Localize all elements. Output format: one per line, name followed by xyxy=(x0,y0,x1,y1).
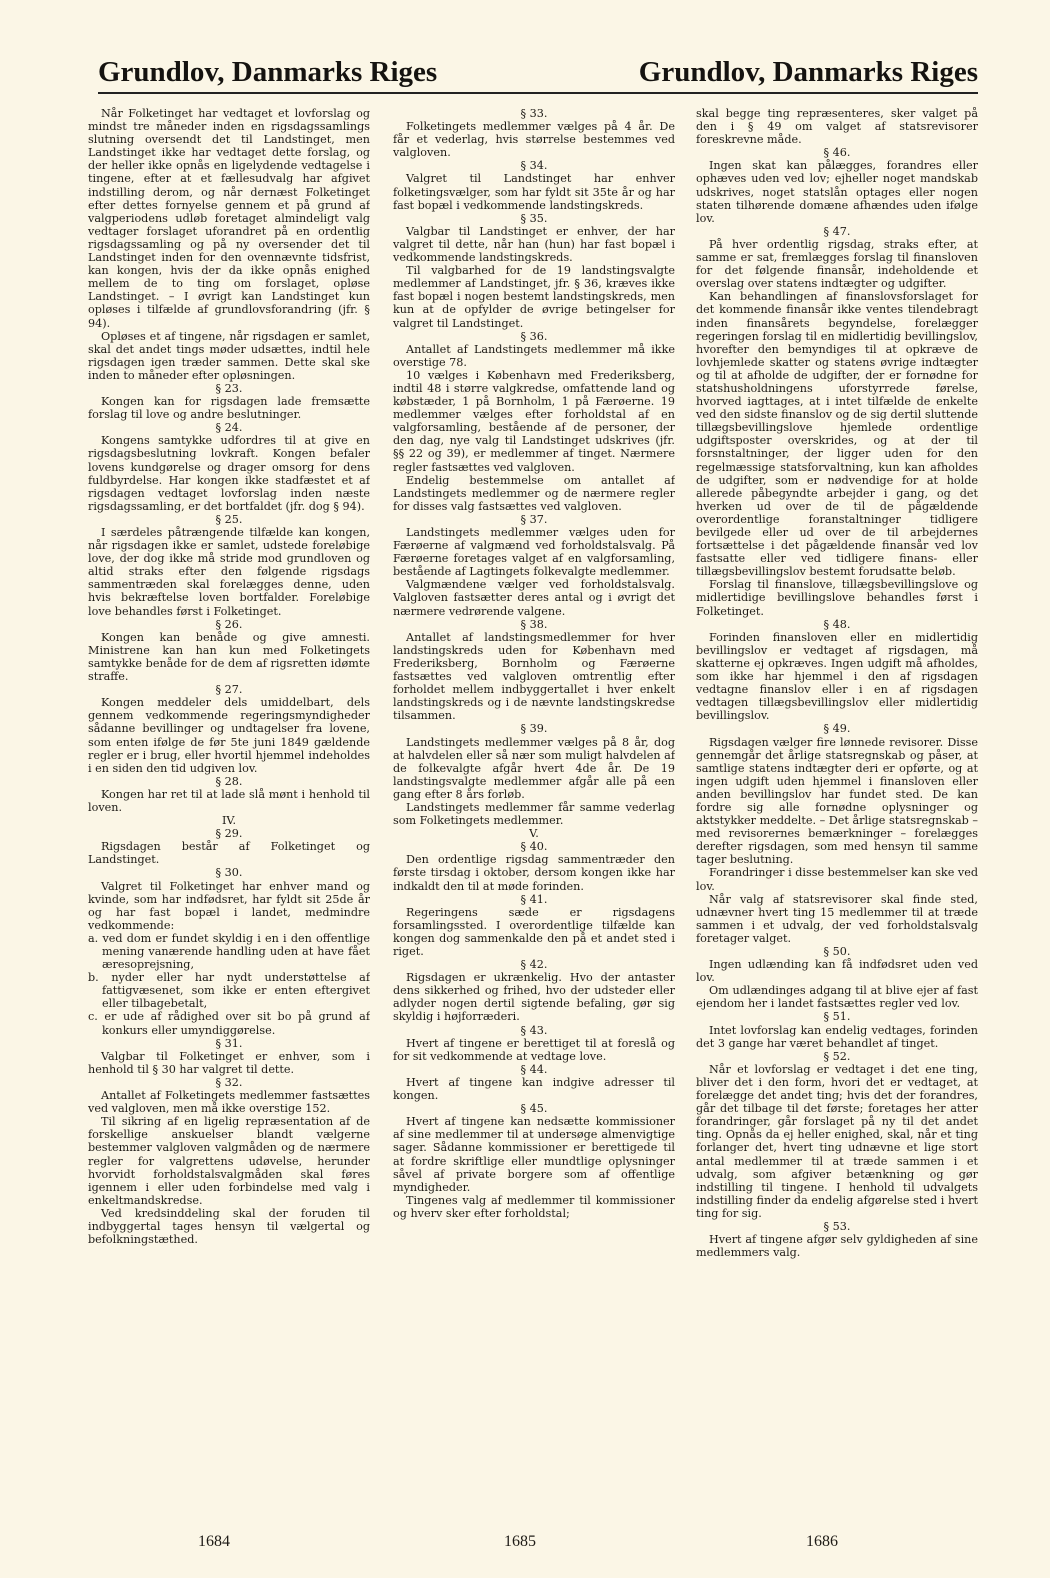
text-column-2 xyxy=(393,107,675,1519)
section-heading: § 31. xyxy=(215,1036,243,1050)
body-paragraph: 10 vælges i København med Frederiksberg, indtil 48 i større valgkredse, omfattende land og købstæder, 1 på Bornholm, 1 på Færøerne. 19 medlemmer vælges efter forholdstal af en valgforsamling, bestående af de personer, der den dag, nye valg til Landstinget udskrives (jfr. §§ 22 og 39), er medlemmer af tinget. Nærmere regler fastsættes ved valgloven. xyxy=(393,368,675,474)
page-number-1685: 1685 xyxy=(504,1533,536,1550)
list-item: a. ved dom er fundet skyldig i en i den offentlige mening vanærende handling uden at have fået æresoprejsning, xyxy=(88,931,370,972)
section-heading: § 39. xyxy=(520,722,548,736)
body-paragraph: Tingenes valg af medlemmer til kommissioner og hverv sker efter forholdstal; xyxy=(393,1193,675,1220)
section-heading: § 38. xyxy=(520,617,548,631)
list-item: c. er ude af rådighed over sit bo på grund af konkurs eller umyndiggørelse. xyxy=(88,1010,370,1037)
body-paragraph: Antallet af landstingsmedlemmer for hver landstingskreds uden for København med Frederiksberg, Bornholm og Færøerne fastsættes ved valgloven omtrentlig efter forholdet mellem indbyggertallet i hver enkelt landstingskreds og i de nævnte landstingskredse tilsammen. xyxy=(393,630,675,723)
header-title-right: Grundlov, Danmarks Riges xyxy=(638,56,978,88)
section-heading: § 53. xyxy=(823,1219,851,1233)
page-number-1686: 1686 xyxy=(806,1533,838,1550)
section-heading: § 46. xyxy=(823,146,851,160)
section-heading: § 29. xyxy=(215,827,243,841)
body-paragraph: Rigsdagen er ukrænkelig. Hvo der antaster dens sikkerhed og frihed, hvo der udsteder eller adlyder nogen dertil sigtende befaling, gør sig skyldig i højforræderi. xyxy=(393,971,675,1024)
body-paragraph: Rigsdagen vælger fire lønnede revisorer. Disse gennemgår det årlige statsregnskab og påser, at samtlige statens indtægter deri er opførte, og at ingen udgift uden hjemmel i finansloven eller anden bevillingslov har fundet sted. De kan fordre sig alle fornødne oplysninger og aktstykker meddelte. – Det årlige statsregnskab – med revisorernes bemærkninger – forelægges derefter rigsdagen, som med hensyn til samme tager beslutning. xyxy=(696,735,978,867)
body-paragraph: Forinden finansloven eller en midlertidig bevillingslov er vedtaget af rigsdagen, må skatterne ej opkræves. Ingen udgift må afholdes, som ikke har hjemmel i den af rigsdagen vedtagne finanslov eller i en af rigsdagen vedtagen tillægsbevillingslov eller midlertidig bevillingslov. xyxy=(696,630,978,723)
body-paragraph: Kongens samtykke udfordres til at give en rigsdagsbeslutning lovkraft. Kongen befaler lovens kundgørelse og drager omsorg for dens fuldbyrdelse. Har kongen ikke stadfæstet et af rigsdagen vedtaget lovforslag inden næste rigsdagssamling, er det bortfaldet (jfr. dog § 94). xyxy=(88,434,370,513)
body-paragraph: Valgmændene vælger ved forholdstalsvalg. Valgloven fastsætter deres antal og i øvrigt det nærmere vedrørende valgene. xyxy=(393,578,675,618)
section-heading: § 49. xyxy=(823,722,851,736)
body-paragraph: Antallet af Folketingets medlemmer fastsættes ved valgloven, men må ikke overstige 152. xyxy=(88,1089,370,1116)
section-heading: § 45. xyxy=(520,1102,548,1116)
body-paragraph: Om udlændinges adgang til at blive ejer af fast ejendom her i landet fastsættes regler ved lov. xyxy=(696,984,978,1011)
body-paragraph: Valgret til Landstinget har enhver folketingsvælger, som har fyldt sit 35te år og har fast bopæl i vedkommende landstingskreds. xyxy=(393,172,675,212)
body-paragraph: Når valg af statsrevisorer skal finde sted, udnævner hvert ting 15 medlemmer til at træde sammen i et udvalg, der ved forholdstalsvalg foretager valget. xyxy=(696,892,978,945)
section-heading: § 32. xyxy=(215,1075,243,1089)
body-paragraph: Kongen meddeler dels umiddelbart, dels gennem vedkommende regeringsmyndigheder sådanne bevillinger og undtagelser fra lovene, som enten ifølge de før 5te juni 1849 gældende regler er i brug, eller hvortil hjemmel indeholdes i en siden den tid udgiven lov. xyxy=(88,696,370,775)
section-heading: § 34. xyxy=(520,159,548,173)
body-paragraph: Folketingets medlemmer vælges på 4 år. De får et vederlag, hvis størrelse bestemmes ved valgloven. xyxy=(393,120,675,160)
section-heading: § 50. xyxy=(823,945,851,958)
body-paragraph: Når et lovforslag er vedtaget i det ene ting, bliver det i den form, hvori det er vedtaget, at forelægge det andet ting; hvis det der forandres, går det tilbage til det første; foretages her atter forandringer, går forslaget på ny til det andet ting. Opnås da ej heller enighed, skal, når et ting forlanger det, hvert ting udnævne et lige stort antal medlemmer til at træde sammen i et udvalg, som afgiver betænkning og gør indstilling til tingene. I henhold til udvalgets indstilling finder da endelig afgørelse sted i hvert ting for sig. xyxy=(696,1062,978,1220)
section-heading: § 35. xyxy=(520,211,548,225)
section-heading: § 36. xyxy=(520,329,548,343)
header-title-left: Grundlov, Danmarks Riges xyxy=(98,56,438,88)
body-paragraph: Til valgbarhed for de 19 landstingsvalgte medlemmer af Landstinget, jfr. § 36, kræves ikke fast bopæl i nogen bestemt landstingskreds, men kun at de opfylder de øvrige betingelser for valgret til Landstinget. xyxy=(393,264,675,330)
body-paragraph: Forandringer i disse bestemmelser kan ske ved lov. xyxy=(696,866,978,893)
section-heading: § 48. xyxy=(823,617,851,631)
body-paragraph: Opløses et af tingene, når rigsdagen er samlet, skal det andet tings møder udsættes, indtil hele rigsdagen igen træder sammen. Dette skal ske inden to måneder efter opløsningen. xyxy=(88,329,370,382)
section-heading: § 23. xyxy=(215,381,243,395)
section-heading: § 27. xyxy=(215,683,243,697)
body-paragraph: I særdeles påtrængende tilfælde kan kongen, når rigsdagen ikke er samlet, udstede foreløbige love, der dog ikke må stride mod grundloven og altid straks efter den følgende rigsdags sammentræden skal forelægges denne, uden hvis bekræftelse loven bortfalder. Foreløbige love behandles først i Folketinget. xyxy=(88,526,370,618)
section-heading: § 42. xyxy=(520,958,548,972)
body-paragraph: Hvert af tingene er berettiget til at foreslå og for sit vedkommende at vedtage love. xyxy=(393,1036,675,1063)
body-paragraph: skal begge ting repræsenteres, sker valget på den i § 49 om valget af statsrevisorer foreskrevne måde. xyxy=(696,107,978,147)
section-heading: § 26. xyxy=(215,617,243,631)
body-paragraph: Den ordentlige rigsdag sammentræder den første tirsdag i oktober, dersom kongen ikke har indkaldt den til at møde forinden. xyxy=(393,853,675,893)
body-paragraph: Når Folketinget har vedtaget et lovforslag og mindst tre måneder inden en rigsdagssamlings slutning oversendt det til Landstinget, men Landstinget ikke har vedtaget dette forslag, og der heller ikke opnås en ligelydende vedtagelse i tingene, efter at et fællesudvalg har afgivet indstilling derom, og når dernæst Folketinget efter dettes fornyelse gennem et på grund af valgperiodens udløb foretaget almindeligt valg vedtager forslaget uforandret på en ordentlig rigsdagssamling og på ny oversender det til Landstinget inden for den ovennævnte tidsfrist, kan kongen, hvis der da ikke opnås enighed mellem de to ting om forslaget, opløse Landstinget. – I øvrigt kan Landstinget kun opløses i tilfælde af grundlovsforandring (jfr. § 94). xyxy=(88,107,370,330)
body-paragraph: Ingen skat kan pålægges, forandres eller ophæves uden ved lov; ejheller noget mandskab udskrives, noget statslån optages eller nogen staten tilhørende domæne afhændes uden ifølge lov. xyxy=(696,159,978,225)
body-paragraph: Rigsdagen består af Folketinget og Landstinget. xyxy=(88,840,370,867)
section-heading: V. xyxy=(529,827,539,841)
body-paragraph: Forslag til finanslove, tillægsbevillingslove og midlertidige bevillingslove behandles først i Folketinget. xyxy=(696,578,978,618)
body-paragraph: Ingen udlænding kan få indfødsret uden ved lov. xyxy=(696,958,978,985)
body-paragraph: Ved kredsinddeling skal der foruden til indbyggertal tages hensyn til vælgertal og befolkningstæthed. xyxy=(88,1206,370,1247)
body-paragraph: På hver ordentlig rigsdag, straks efter, at samme er sat, fremlægges forslag til finansloven for det følgende finansår, indeholdende et overslag over statens indtægter og udgifter. xyxy=(696,237,978,291)
body-paragraph: Kongen har ret til at lade slå mønt i henhold til loven. xyxy=(88,787,370,814)
section-heading: § 30. xyxy=(215,866,243,880)
section-heading: § 37. xyxy=(520,512,548,526)
body-paragraph: Til sikring af en ligelig repræsentation af de forskellige anskuelser blandt vælgerne bestemmer valgloven valgmåden og de nærmere regler for valgrettens udøvelse, herunder hvorvidt forholdstalsvalgmåden skal føres igennem i eller uden forbindelse med valg i enkeltmandskredse. xyxy=(88,1115,370,1207)
section-heading: § 44. xyxy=(520,1062,548,1076)
section-heading: § 28. xyxy=(215,774,243,788)
body-paragraph: Landstingets medlemmer vælges uden for Færøerne af valgmænd ved forholdstalsvalg. På Færøerne foretages valget af en valgforsamling, bestående af Lagtingets folkevalgte medlemmer. xyxy=(393,526,675,579)
body-paragraph: Valgbar til Folketinget er enhver, som i henhold til § 30 har valgret til dette. xyxy=(88,1049,370,1076)
section-heading: § 33. xyxy=(520,107,548,120)
section-heading: § 52. xyxy=(823,1049,851,1063)
body-paragraph: Kongen kan for rigsdagen lade fremsætte forslag til love og andre beslutninger. xyxy=(88,395,370,422)
body-paragraph: Valgbar til Landstinget er enhver, der har valgret til dette, når han (hun) har fast bopæl i vedkommende landstingskreds. xyxy=(393,224,675,265)
section-heading: IV. xyxy=(221,814,237,828)
body-paragraph: Hvert af tingene kan nedsætte kommissioner af sine medlemmer til at undersøge almenvigtige sager. Sådanne kommissioner er berettigede til at fordre skriftlige eller mundtlige oplysninger såvel af private borgere som af offentlige myndigheder. xyxy=(393,1115,675,1194)
section-heading: § 47. xyxy=(823,224,851,238)
body-paragraph: Hvert af tingene afgør selv gyldigheden af sine medlemmers valg. xyxy=(696,1233,978,1260)
body-paragraph: Regeringens sæde er rigsdagens forsamlingssted. I overordentlige tilfælde kan kongen dog sammenkalde den på et andet sted i riget. xyxy=(393,905,675,958)
text-column-1 xyxy=(88,107,370,1519)
section-heading: § 41. xyxy=(520,892,548,906)
body-paragraph: Antallet af Landstingets medlemmer må ikke overstige 78. xyxy=(393,342,675,369)
body-paragraph: Landstingets medlemmer får samme vederlag som Folketingets medlemmer. xyxy=(393,800,675,828)
body-paragraph: Endelig bestemmelse om antallet af Landstingets medlemmer og de nærmere regler for disses valg fastsættes ved valgloven. xyxy=(393,473,675,513)
page-number-1684: 1684 xyxy=(198,1533,230,1550)
body-paragraph: Hvert af tingene kan indgive adresser til kongen. xyxy=(393,1075,675,1103)
section-heading: § 51. xyxy=(823,1010,851,1024)
list-item: b. nyder eller har nydt understøttelse af fattigvæsenet, som ikke er enten eftergivet eller tilbagebetalt, xyxy=(88,971,370,1011)
section-heading: § 43. xyxy=(520,1023,548,1037)
section-heading: § 25. xyxy=(215,512,243,526)
body-paragraph: Kan behandlingen af finanslovsforslaget for det kommende finansår ikke ventes tilendebragt inden finansårets begyndelse, forelægger regeringen forslag til en midlertidig bevillingslov, hvorefter den bemyndiges til at opkræve de lovhjemlede skatter og statens øvrige indtægter og til at afholde de udgifter, der er fornødne for statshusholdningens uforstyrrede førelse, hvorved iagttages, at i intet tilfælde de enkelte ved den sidste finanslov og de sig dertil sluttende tillægsbevillingslove hjemlede ordentlige udgiftsposter overskrides, og at der til forsnstaltninger, der ligger uden for den regelmæssige statsforvaltning, kun kan afholdes de udgifter, som er nødvendige for at holde allerede påbegyndte arbejder i gang, og det hverken ud over de til de pågældende overordentlige foranstaltninger tidligere bevilgede eller ud over de til arbejdernes fortsættelse i det pågældende finansår ved lov fastsatte eller ved tidligere finans- eller tillægsbevillingslov bestemt forudsatte beløb. xyxy=(696,290,978,579)
body-paragraph: Intet lovforslag kan endelig vedtages, forinden det 3 gange har været behandlet af tinget. xyxy=(696,1023,978,1050)
section-heading: § 40. xyxy=(520,840,548,854)
body-paragraph: Kongen kan benåde og give amnesti. Ministrene kan han kun med Folketingets samtykke benåde for de dem af rigsretten idømte straffe. xyxy=(88,630,370,684)
body-paragraph: Landstingets medlemmer vælges på 8 år, dog at halvdelen eller så nær som muligt halvdelen af de folkevalgte afgår hvert 4de år. De 19 landstingsvalgte medlemmer afgår alle på een gang efter 8 års forløb. xyxy=(393,735,675,801)
section-heading: § 24. xyxy=(215,421,243,435)
running-header xyxy=(98,48,978,94)
text-column-3 xyxy=(696,107,978,1519)
body-paragraph: Valgret til Folketinget har enhver mand og kvinde, som har indfødsret, har fyldt sit 25de år og har fast bopæl i landet, medmindre vedkommende: xyxy=(88,879,370,932)
